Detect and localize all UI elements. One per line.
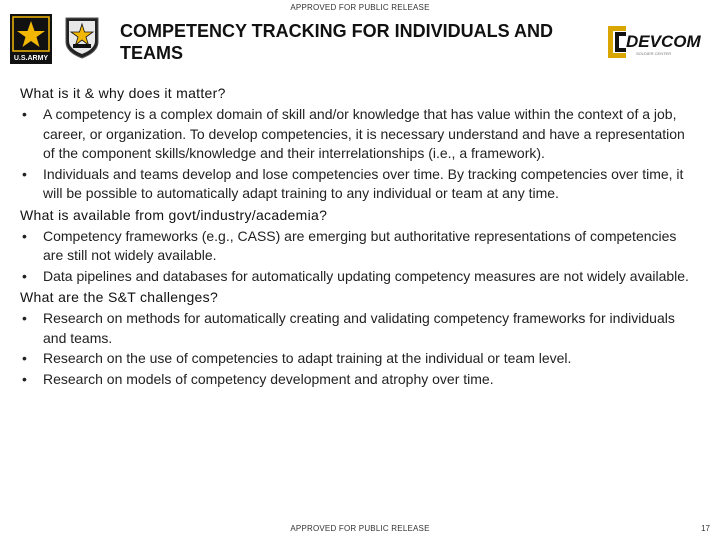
section-st-challenges (20, 288, 700, 389)
army-logo-text: U.S.ARMY (13, 55, 49, 62)
bullet-glyph: • (22, 227, 27, 244)
bullet-text: Research on methods for automatically creating and validating competency frameworks for individuals and teams. (43, 310, 675, 346)
bullet-text: Research on models of competency development and atrophy over time. (43, 370, 494, 387)
release-marking-top: APPROVED FOR PUBLIC RELEASE (290, 3, 430, 12)
bullet-list (20, 309, 700, 389)
section-heading: What is available from govt/industry/academia? (20, 206, 328, 223)
devcom-logo-text: DEVCOM (626, 32, 701, 51)
bullet-item (20, 165, 700, 204)
bullet-glyph: • (22, 350, 27, 366)
release-marking-bottom: APPROVED FOR PUBLIC RELEASE (290, 524, 430, 533)
us-army-logo (10, 14, 52, 64)
bullet-item (20, 309, 700, 348)
bullet-text: Research on the use of competencies to adapt training at the individual or team level. (43, 350, 572, 366)
section-heading: What are the S&T challenges? (20, 289, 219, 305)
bullet-item (20, 105, 700, 164)
page-number: 17 (701, 524, 710, 533)
bullet-glyph: • (22, 370, 27, 387)
bullet-item (20, 370, 700, 390)
bullet-text: Competency frameworks (e.g., CASS) are emerging but authoritative representations of competencies are still not widely available. (43, 227, 677, 263)
soldier-center-shield-logo (64, 16, 100, 60)
bullet-glyph: • (22, 310, 27, 326)
bullet-text: Individuals and teams develop and lose competencies over time. By tracking competencies over time, it will be possible to automatically adapt training to any individual or team at any time. (43, 165, 684, 201)
bullet-text: A competency is a complex domain of skill and/or knowledge that has value within the context of a job, career, or organization. To develop competencies, it is necessary understand and have a representation of the component skills/knowledge and their interrelationships (i.e., a framework). (43, 106, 685, 161)
bullet-glyph: • (22, 165, 27, 182)
bullet-item (20, 227, 700, 266)
bullet-glyph: • (22, 267, 27, 284)
bullet-text: Data pipelines and databases for automatically updating competency measures are not widely available. (43, 267, 689, 284)
section-what-is-it (20, 84, 700, 204)
bullet-item (20, 349, 700, 369)
page-title: COMPETENCY TRACKING FOR INDIVIDUALS AND TEAMS (120, 21, 554, 63)
slide-content (20, 84, 700, 391)
bullet-list (20, 105, 700, 204)
devcom-logo-subtext: SOLDIER CENTER (636, 51, 672, 56)
bullet-item (20, 267, 700, 287)
bullet-glyph: • (22, 106, 27, 122)
bullet-list (20, 227, 700, 287)
devcom-logo (604, 22, 708, 62)
section-heading: What is it & why does it matter? (20, 85, 226, 101)
section-what-is-available (20, 206, 700, 287)
